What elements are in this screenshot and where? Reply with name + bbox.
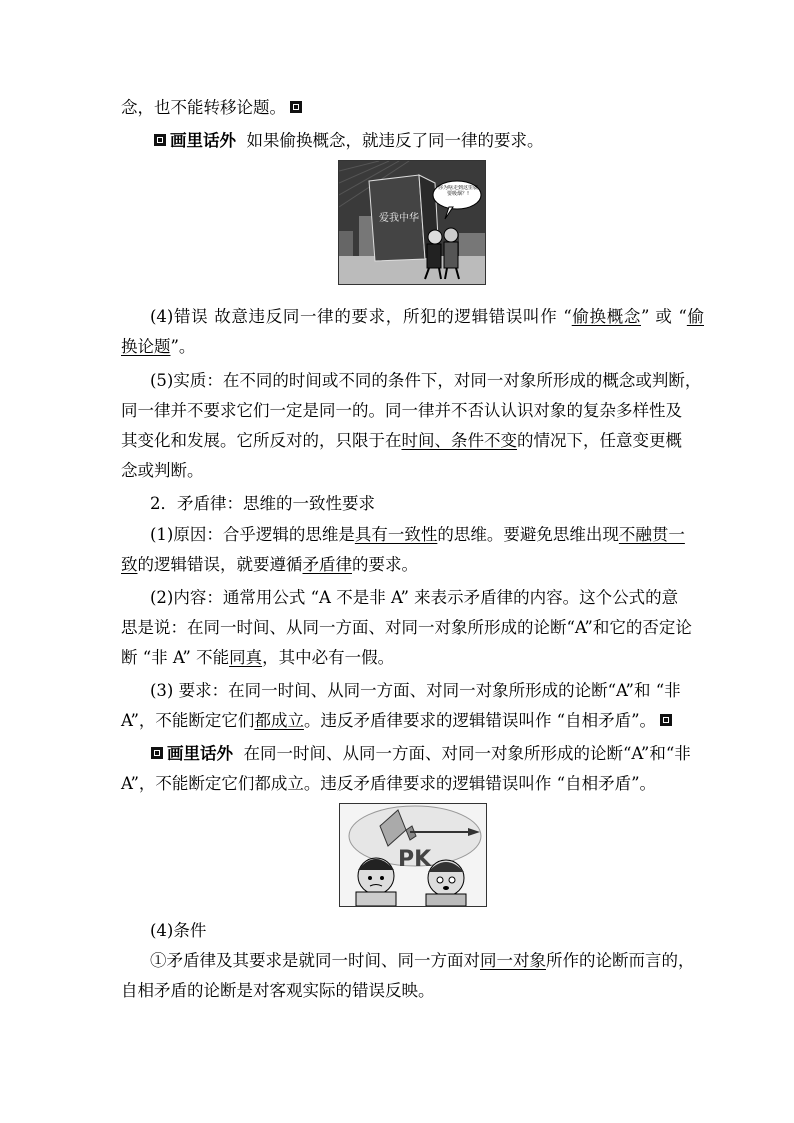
paragraph-line: 其变化和发展。它所反对的，只限于在时间、条件不变的情况下，任意变更概 [121,431,682,450]
paragraph-line: (1)原因：合乎逻辑的思维是具有一致性的思维。要避免思维出现不融贯一 [150,525,685,544]
cartoon-illustration [339,803,487,907]
paragraph-line: ①矛盾律及其要求是就同一时间、同一方面对同一对象所作的论断而言的， [150,951,695,970]
caption-line: A”，不能断定它们都成立。违反矛盾律要求的逻辑错误叫作 “自相矛盾”。 [121,774,657,793]
paragraph-line: 念或判断。 [121,461,204,480]
paragraph-line: (4)错误 故意违反同一律的要求，所犯的逻辑错误叫作 “偷换概念” 或 “偷 [150,307,704,326]
caption-label: 画里话外 [170,131,236,150]
pk-text: PK [398,847,432,872]
paragraph-line: 换论题”。 [121,337,196,356]
paragraph-line: (5)实质：在不同的时间或不同的条件下，对同一对象所形成的概念或判断， [150,371,702,390]
paragraph-line: (4)条件 [150,921,207,940]
paragraph-line: A”，不能断定它们都成立。违反矛盾律要求的逻辑错误叫作 “自相矛盾”。 [121,710,676,732]
caption-text: 如果偷换概念，就违反了同一律的要求。 [246,131,544,150]
paragraph-line: 同一律并不要求它们一定是同一的。同一律并不否认认识对象的复杂多样性及 [121,401,682,420]
marker-icon [660,714,672,726]
paragraph-line: 念，也不能转移论题。 [121,97,306,119]
cartoon-drawing [340,804,486,906]
caption-line [150,130,544,152]
marker-icon [154,134,166,146]
cartoon-illustration [338,160,486,285]
paragraph-line: (3) 要求：在同一时间、从同一方面、对同一对象所形成的论断“A”和 “非 [150,681,681,700]
paragraph-line: 致的逻辑错误，就要遵循矛盾律的要求。 [121,555,418,574]
paragraph-line: (2)内容：通常用公式 “A 不是非 A” 来表示矛盾律的内容。这个公式的意 [150,588,679,607]
book-title-text: 爱我中华 [379,213,419,224]
paragraph-line: 自相矛盾的论断是对客观实际的错误反映。 [121,981,435,1000]
caption-line: 画里话外 在同一时间、从同一方面、对同一对象所形成的论断“A”和“非 [147,743,675,765]
marker-icon [151,747,163,759]
section-heading: 2．矛盾律：思维的一致性要求 [150,494,375,513]
speech-bubble-text: 你为啥走到这里就要吸烟？! [437,185,478,197]
marker-icon [290,101,302,113]
cartoon-drawing [339,161,485,284]
paragraph-line: 思是说：在同一时间、从同一方面、对同一对象所形成的论断“A”和它的否定论 [121,618,692,637]
paragraph-line: 断 “非 A” 不能同真，其中必有一假。 [121,648,395,667]
